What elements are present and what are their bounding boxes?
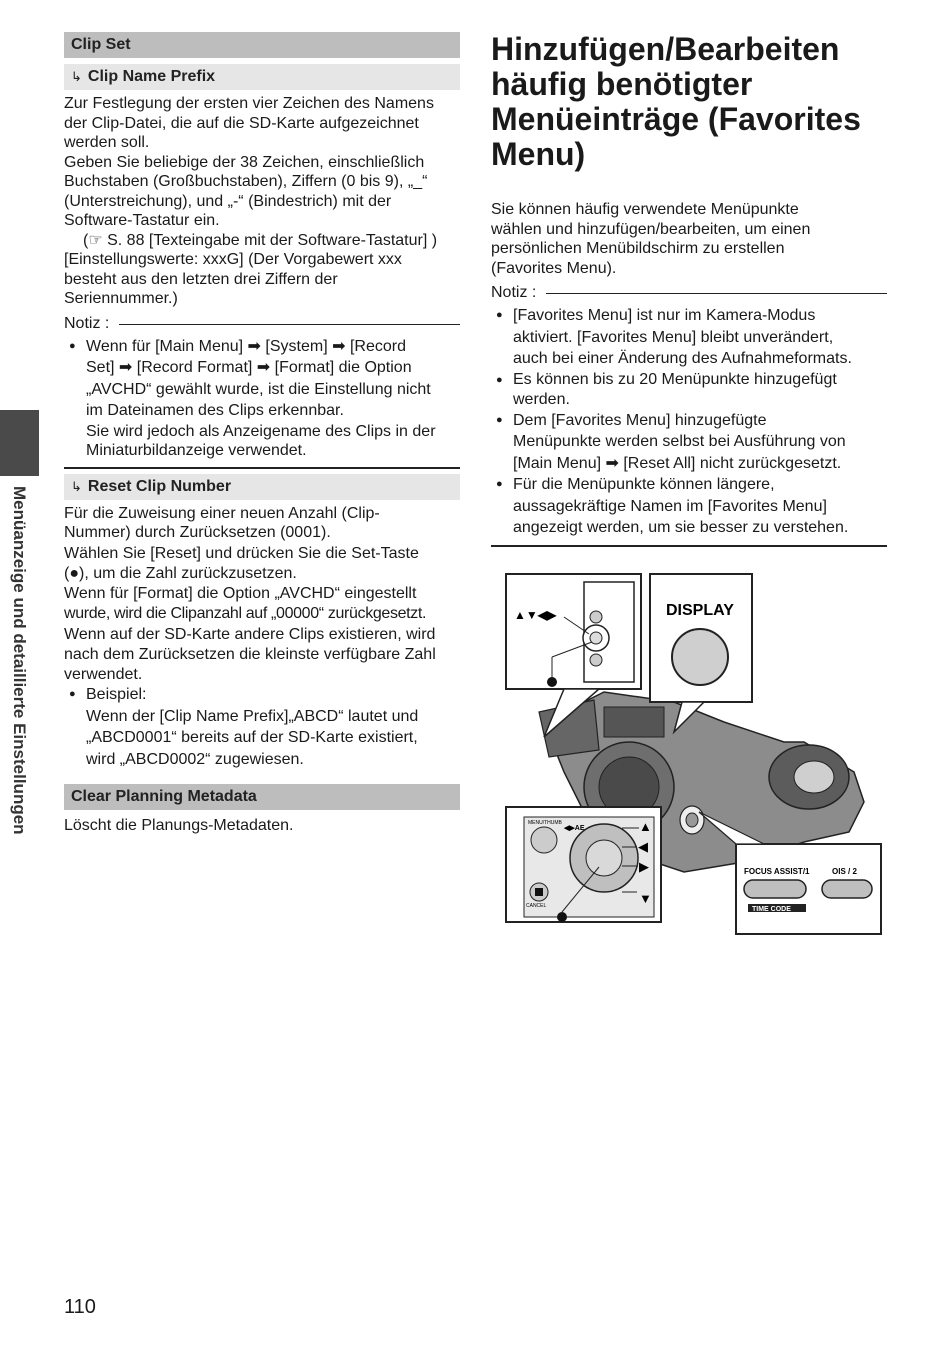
title-line: Menu) — [491, 136, 586, 172]
sub-arrow-icon: ↳ — [71, 478, 82, 494]
menu-thumb-label: MENU/THUMB — [528, 820, 562, 826]
text-line: Menüpunkte werden selbst bei Ausführung von — [513, 433, 846, 450]
text-line: persönlichen Menübildschirm zu erstellen — [491, 240, 785, 257]
text-line: ● Für die Menüpunkte können längere, — [513, 476, 775, 493]
ois-label: OIS / 2 — [832, 867, 857, 876]
note-divider — [546, 293, 887, 294]
callout-control-wheel — [506, 807, 661, 922]
text-line: der Clip-Datei, die auf die SD-Karte aufgezeichnet — [64, 114, 419, 132]
text-line: aktiviert. [Favorites Menu] bleibt unverändert, — [513, 328, 834, 346]
page-number: 110 — [64, 1296, 96, 1318]
note-bullet — [64, 336, 460, 461]
note-label: Notiz : — [491, 284, 537, 301]
text-line: ● Wenn für [Main Menu] ➡ [System] ➡ [Record — [86, 337, 406, 355]
note-bullet — [491, 474, 887, 539]
note-header — [491, 283, 887, 303]
subsection-title: Clip Name Prefix — [87, 68, 216, 85]
subsection-header-clip-name-prefix — [64, 64, 460, 90]
text-line: Sie können häufig verwendete Menüpunkte — [491, 201, 799, 218]
text-line: (Unterstreichung), und „-“ (Bindestrich) mit der — [64, 192, 392, 210]
text-line: (Favorites Menu). — [491, 259, 617, 277]
triangle-up-icon: ▲ — [639, 819, 652, 834]
clip-name-prefix-body — [64, 94, 460, 309]
text-line: ● [Favorites Menu] ist nur im Kamera-Modus — [513, 307, 816, 324]
text-line: „ABCD0001“ bereits auf der SD-Karte existiert, — [86, 729, 418, 746]
note-bullet — [491, 305, 887, 370]
text-line: Wenn für [Format] die Option „AVCHD“ eingestellt — [64, 584, 417, 602]
text-line: [Einstellungswerte: xxxG] (Der Vorgabewert xxx — [64, 251, 402, 268]
text-line: Wenn auf der SD-Karte andere Clips existieren, wird — [64, 626, 436, 643]
title-line: Hinzufügen/Bearbeiten — [491, 31, 840, 67]
text-line: Miniaturbildanzeige verwendet. — [86, 442, 307, 459]
set-button-marker-icon — [547, 677, 557, 687]
text-line: im Dateinamen des Clips erkennbar. — [86, 402, 344, 419]
chapter-tab — [0, 410, 39, 476]
text-line: Sie wird jedoch als Anzeigename des Clips in der — [86, 422, 436, 440]
text-line: Zur Festlegung der ersten vier Zeichen des Namens — [64, 95, 434, 112]
example-bullet — [64, 684, 460, 770]
text-line: (●), um die Zahl zurückzusetzen. — [64, 564, 297, 582]
intro-paragraph — [491, 200, 887, 278]
display-label: DISPLAY — [666, 602, 734, 619]
arrow-keys-label: ▲▼◀▶ — [514, 608, 557, 622]
text-line: ● Es können bis zu 20 Menüpunkte hinzugefügt — [513, 370, 837, 388]
ae-label: ◀▶AE — [564, 825, 585, 832]
focus-assist-label: FOCUS ASSIST/1 — [744, 867, 810, 876]
note-end-rule — [64, 467, 460, 469]
text-line: Seriennummer.) — [64, 290, 178, 307]
sub-arrow-icon: ↳ — [71, 69, 82, 84]
section-header-clear-planning-metadata: Clear Planning Metadata — [64, 784, 460, 810]
text-line: Nummer) durch Zurücksetzen (0001). — [64, 524, 331, 541]
text-line: nach dem Zurücksetzen die kleinste verfügbare Zahl — [64, 646, 436, 663]
note-header — [64, 314, 460, 334]
text-line: verwendet. — [64, 665, 143, 683]
note-bullet — [491, 370, 887, 410]
reset-clip-number-body — [64, 504, 460, 685]
right-column — [491, 32, 887, 547]
set-button-marker-icon — [557, 912, 567, 922]
text-line: auch bei einer Änderung des Aufnahmeformats. — [513, 350, 852, 367]
text-line: besteht aus den letzten drei Ziffern der — [64, 270, 338, 288]
example-label: ● Beispiel: — [86, 686, 147, 703]
text-line: werden. — [513, 390, 570, 408]
text-line: Geben Sie beliebige der 38 Zeichen, einschließlich — [64, 153, 425, 171]
page-title — [491, 32, 887, 172]
text-line: Wenn der [Clip Name Prefix]„ABCD“ lautet und — [86, 707, 419, 725]
title-line: häufig benötigter — [491, 66, 753, 102]
text-line: aussagekräftige Namen im [Favorites Menu] — [513, 497, 827, 515]
time-code-label: TIME CODE — [752, 906, 791, 913]
text-line: Löscht die Planungs-Metadaten. — [64, 817, 294, 834]
triangle-down-icon: ▼ — [639, 891, 652, 906]
triangle-left-icon: ◀ — [638, 839, 648, 854]
page-reference: (☞ S. 88 [Texteingabe mit der Software-Tastatur] ) — [83, 231, 438, 249]
text-line: „AVCHD“ gewählt wurde, ist die Einstellung nicht — [86, 380, 431, 398]
subsection-header-reset-clip-number — [64, 474, 460, 500]
cancel-label: CANCEL — [526, 903, 547, 909]
text-line: Für die Zuweisung einer neuen Anzahl (Clip- — [64, 504, 380, 522]
note-label: Notiz : — [64, 314, 110, 332]
section-header-clip-set: Clip Set — [64, 32, 460, 58]
text-line: wurde, wird die Clipanzahl auf „00000“ zurückgesetzt. — [64, 605, 427, 622]
text-line: Set] ➡ [Record Format] ➡ [Format] die Option — [86, 359, 412, 376]
camera-illustration — [504, 572, 884, 936]
text-line: Buchstaben (Großbuchstaben), Ziffern (0 bis 9), „_“ — [64, 173, 428, 190]
text-line: ● Dem [Favorites Menu] hinzugefügte — [513, 411, 767, 429]
left-column — [64, 32, 460, 836]
text-line: Software-Tastatur ein. — [64, 212, 220, 229]
triangle-right-icon: ▶ — [639, 859, 649, 874]
text-line: angezeigt werden, um sie besser zu verstehen. — [513, 519, 849, 536]
note-bullet — [491, 410, 887, 475]
note-end-rule — [491, 545, 887, 547]
text-line: Wählen Sie [Reset] und drücken Sie die Set-Taste — [64, 544, 419, 562]
text-line: wird „ABCD0002“ zugewiesen. — [86, 750, 304, 768]
text-line: wählen und hinzufügen/bearbeiten, um einen — [491, 220, 811, 238]
subsection-title: Reset Clip Number — [87, 477, 232, 495]
text-line: [Main Menu] ➡ [Reset All] nicht zurückgesetzt. — [513, 454, 842, 472]
note-divider — [119, 324, 460, 325]
title-line: Menüeinträge (Favorites — [491, 101, 861, 137]
text-line: werden soll. — [64, 134, 150, 151]
